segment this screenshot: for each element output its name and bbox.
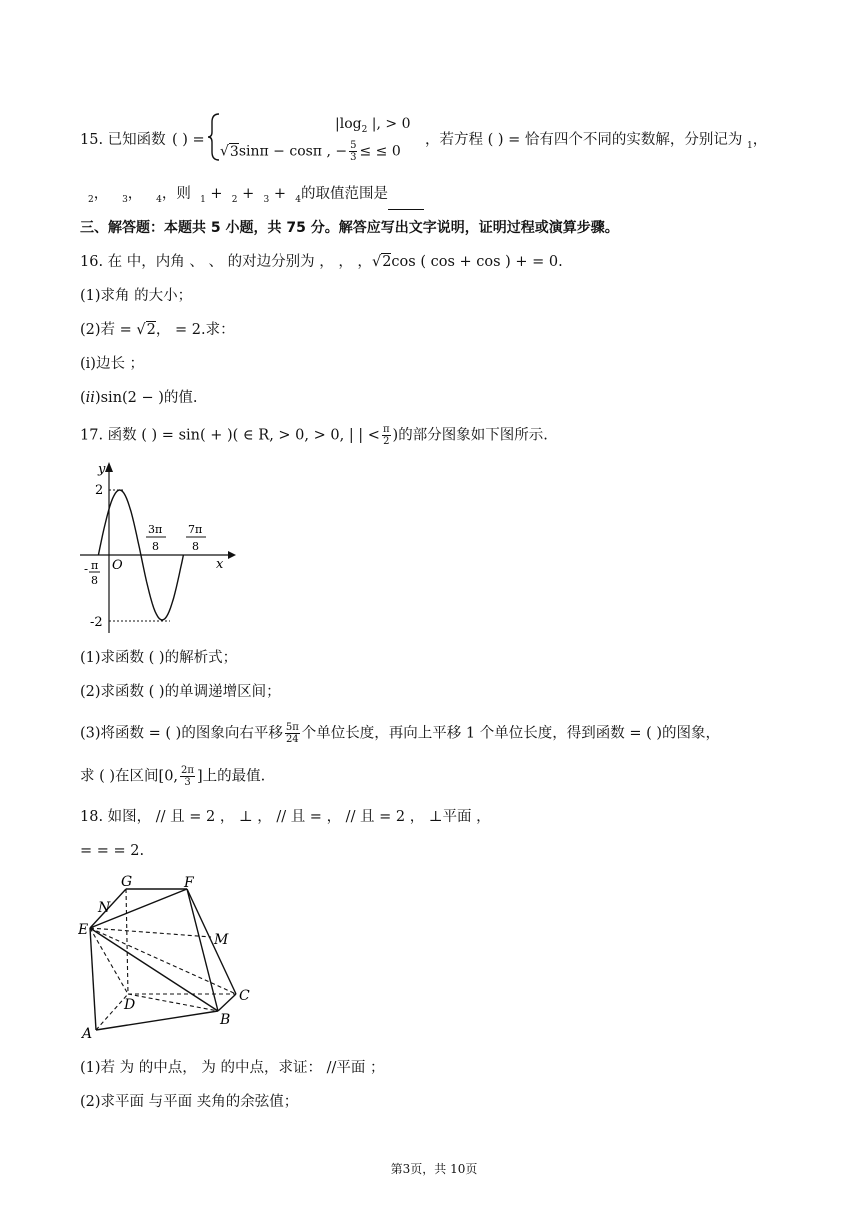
q15-line2: $_2$， $_3$， $_4$，则 $_1$ + $_2$ + $_3$ + $_4$的取值范围是: [88, 184, 424, 210]
vertex-label: A: [82, 1026, 93, 1042]
q18-line2: = = = 2.: [80, 843, 145, 859]
vertex-label: C: [239, 988, 250, 1004]
q17-part3: (3)将函数 = ( )的图象向右平移 $\frac{5\pi}{24}$ 个单位长度，再向上平移 1 个单位长度，得到函数 = ( )的图象，: [80, 722, 721, 745]
q18-line1: 18. 如图， // 且 = 2 ， ⊥ ， // 且 = ， // 且 = 2 ， ⊥平面 ，: [80, 809, 491, 825]
vertex-label: D: [124, 997, 136, 1013]
q16-part-i: (i)边长 ；: [80, 356, 145, 372]
vertex-label: F: [184, 875, 194, 891]
origin-label: O: [112, 558, 123, 573]
q15-piece1: $|\log_2$ |, > 0: [335, 116, 411, 135]
x-mid-den: 8: [152, 540, 159, 553]
q17-part1: (1)求函数 ( )的解析式；: [80, 650, 238, 666]
vertex-label: B: [220, 1012, 231, 1028]
page-footer: 第3页，共 10页: [390, 1162, 478, 1176]
q17-sine-graph: [78, 458, 238, 638]
q16-part1: (1)求角 的大小；: [80, 288, 193, 304]
vertex-label: M: [214, 932, 229, 948]
x-axis-label: x: [216, 557, 224, 572]
q15-cont: ，若方程 ( ) = 恰有四个不同的实数解，分别记为 $_1$，: [425, 132, 768, 151]
y-max-label: 2: [95, 483, 104, 498]
q16-part-ii: (ii)sin(2 − )的值.: [80, 390, 198, 406]
x-mid-num: 3π: [148, 523, 163, 536]
q18-part1: (1)若 为 的中点， 为 的中点，求证： //平面 ；: [80, 1060, 385, 1076]
q17-part2: (2)求函数 ( )的单调递增区间；: [80, 684, 281, 700]
x-right-num: 7π: [188, 523, 203, 536]
q15-brace: [207, 112, 221, 162]
y-axis-label: y: [98, 462, 106, 477]
q15-piece2: √3sinπ − cosπ , − $\frac{5}{3}$ ≤ ≤ 0: [220, 140, 401, 163]
q15-number: 15. 已知函数: [80, 132, 166, 148]
q17-line1: 17. 函数 ( ) = sin( + )( ∈ R, > 0, > 0, | | < $\frac{\pi}{2}$ )的部分图象如下图所示.: [80, 424, 548, 447]
q16-line1: 16. 在 中，内角 、 、 的对边分别为 ， ， ，√2cos ( cos + cos ) + = 0.: [80, 254, 563, 270]
q17-part3-cont: 求 ( )在区间[0, $\frac{2\pi}{3}$ ]上的最值.: [80, 765, 266, 788]
section3-heading: 三、解答题：本题共 5 小题，共 75 分。解答应写出文字说明，证明过程或演算步骤。: [80, 220, 619, 236]
y-axis-arrow: [105, 462, 113, 472]
q18-part2: (2)求平面 与平面 夹角的余弦值；: [80, 1094, 299, 1110]
q16-part2: (2)若 = √2， = 2.求：: [80, 322, 235, 338]
x-left-sign: -: [84, 562, 89, 576]
q15-fx: ( ) =: [172, 132, 205, 148]
x-left-den: 8: [91, 574, 98, 587]
x-right-den: 8: [192, 540, 199, 553]
q18-polyhedron-figure: [78, 872, 258, 1042]
answer-blank[interactable]: [388, 195, 424, 210]
vertex-label: N: [98, 900, 111, 916]
x-axis-arrow: [228, 551, 236, 559]
x-left-num: π: [91, 559, 99, 572]
vertex-label: E: [78, 922, 89, 938]
y-min-label: -2: [90, 615, 103, 630]
vertex-label: G: [121, 874, 133, 890]
